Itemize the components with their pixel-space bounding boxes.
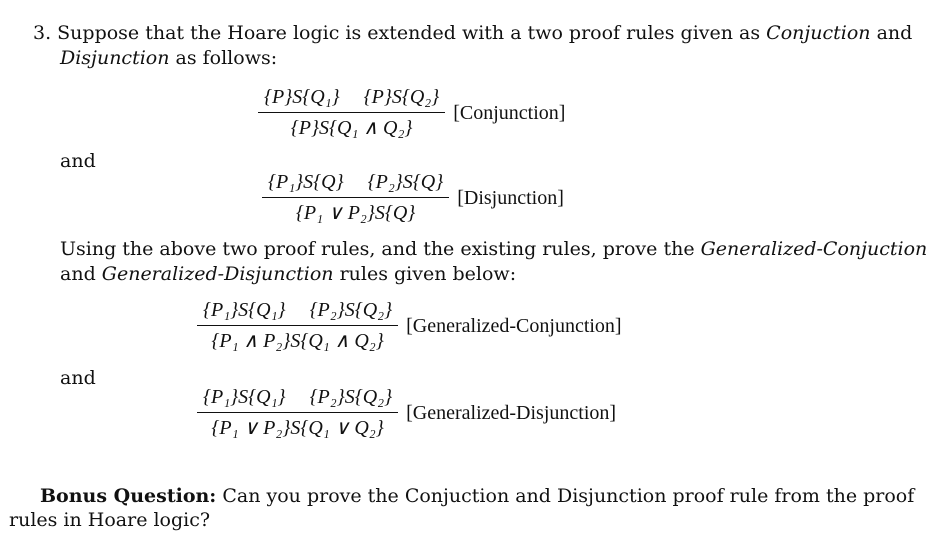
bonus-text: Can you prove the Conjuction and Disjunction proof rule from the proof [216,485,915,507]
generalized-conjunction-rule [197,297,622,354]
rule-name: [Disjunction] [457,187,564,209]
rule-premise: {P₁}S{Q} [268,171,344,193]
rule-premises [262,169,449,197]
bonus-label: Bonus Question: [40,485,217,507]
rule-name: [Generalized-Conjunction] [406,315,622,337]
rule-premises [258,84,445,112]
conjunction-rule [258,84,565,141]
rule-fraction [197,384,398,441]
generalized-disjunction-term: Generalized-Disjunction [101,263,334,285]
using-line2 [60,262,516,286]
and-text: and [60,263,102,285]
and-connector: and [870,22,913,44]
question-intro-line2 [60,46,277,70]
rule-premise: {P₁}S{Q₁} [203,386,286,408]
bonus-question-line1 [40,484,914,508]
and-label: and [60,150,96,172]
disjunction-term: Disjunction [60,47,170,69]
using-text: Using the above two proof rules, and the existing rules, prove the [60,238,701,260]
rule-conclusion: {P}S{Q₁ ∧ Q₂} [290,117,413,139]
rule-premise: {P₁}S{Q₁} [203,299,286,321]
rule-premise: {P₂}S{Q} [367,171,444,193]
rule-premise: {P₂}S{Q₂} [309,299,393,321]
generalized-disjunction-rule [197,384,616,441]
rule-fraction [197,297,398,354]
rule-conclusion: {P₁ ∧ P₂}S{Q₁ ∧ Q₂} [211,330,384,352]
using-line1 [60,237,927,261]
rule-conclusion: {P₁ ∨ P₂}S{Q₁ ∨ Q₂} [211,417,384,439]
rules-given-below-text: rules given below: [333,263,517,285]
rule-premises [197,297,398,325]
disjunction-rule [262,169,564,226]
rule-name: [Conjunction] [453,102,566,124]
rule-premises [197,384,398,412]
question-intro-text: 3. Suppose that the Hoare logic is extended with a two proof rules given as [33,22,767,44]
conjuction-term: Conjuction [766,22,871,44]
rule-fraction [262,169,449,226]
rule-conclusion: {P₁ ∨ P₂}S{Q} [295,202,416,224]
bonus-question-line2: rules in Hoare logic? [9,509,211,531]
rule-premise: {P₂}S{Q₂} [309,386,393,408]
generalized-conjuction-term: Generalized-Conjuction [700,238,927,260]
rule-fraction [258,84,445,141]
rule-premise: {P}S{Q₂} [363,86,440,108]
rule-premise: {P}S{Q₁} [264,86,340,108]
question-intro-line1 [33,21,912,45]
and-label: and [60,367,96,389]
as-follows-text: as follows: [169,47,278,69]
rule-name: [Generalized-Disjunction] [406,402,617,424]
